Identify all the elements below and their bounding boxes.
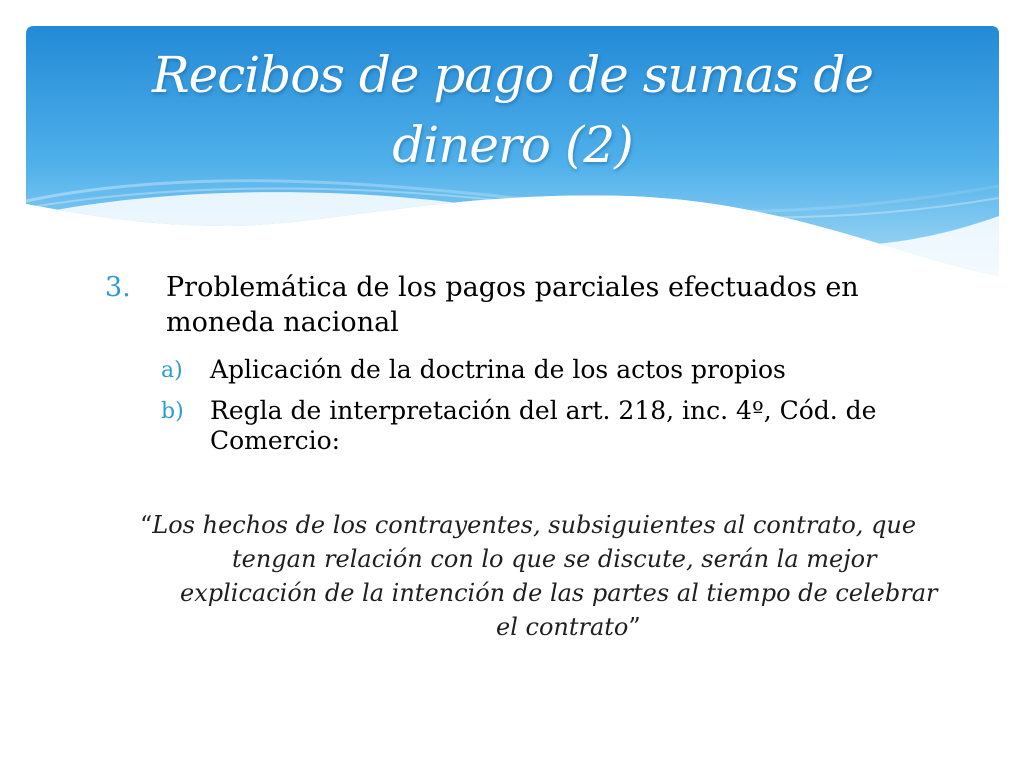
list-item-3-line-1: Problemática de los pagos parciales efectuados en (166, 272, 859, 303)
quote-line-2: tengan relación con lo que se discute, serán la mejor (232, 545, 877, 573)
sub-item-letter: a) (161, 358, 183, 383)
quote-line-1 (140, 508, 916, 542)
quote-line-3: explicación de la intención de las partes al tiempo de celebrar (180, 579, 938, 607)
sub-item-b-line-1: Regla de interpretación del art. 218, inc. 4º, Cód. de (210, 396, 877, 425)
slide-title-line-2: dinero (2) (392, 116, 633, 174)
sub-item-b-line-2: Comercio: (210, 426, 341, 455)
sub-item-letter: b) (161, 399, 184, 424)
sub-item-a-text: Aplicación de la doctrina de los actos propios (210, 355, 786, 384)
slide-title (26, 40, 999, 180)
list-item-3-line-2: moneda nacional (166, 307, 399, 338)
slide-title-line-1: Recibos de pago de sumas de (152, 46, 873, 104)
quote-line-1-text: Los hechos de los contrayentes, subsiguientes al contrato, que (152, 511, 917, 539)
quote-open-mark: “ (140, 511, 153, 539)
quote-line-4 (496, 610, 641, 644)
quote-close-mark: ” (628, 613, 641, 641)
list-item-number: 3. (105, 272, 131, 303)
quote-line-4-text: el contrato (496, 613, 629, 641)
